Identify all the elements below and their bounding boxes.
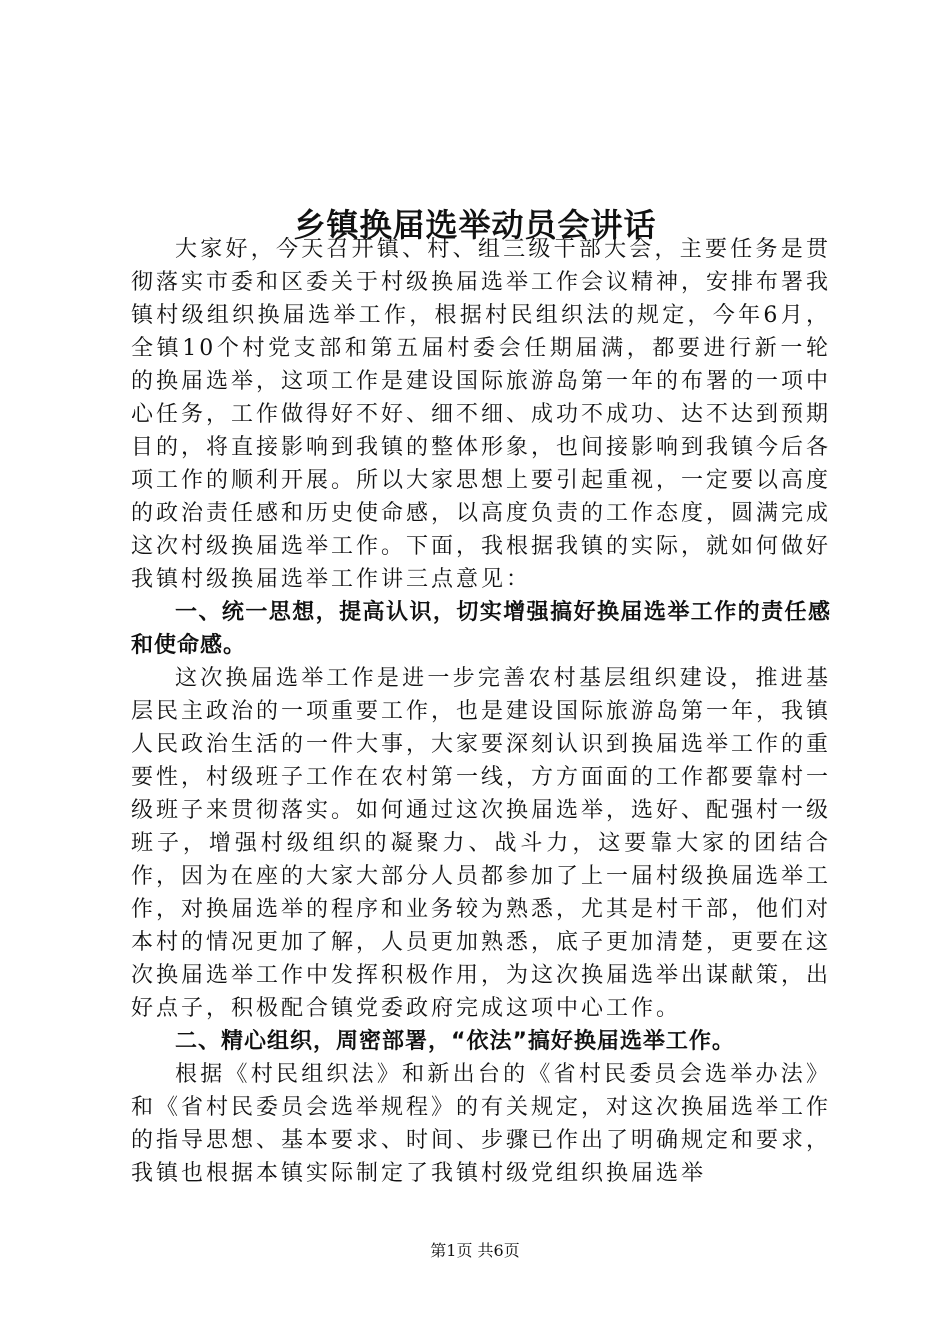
section-heading: 二、精心组织，周密部署，“依法”搞好换届选举工作。 xyxy=(175,1029,735,1054)
body-paragraph: 根据《村民组织法》和新出台的《省村民委员会选举办法》和《省村民委员会选举规程》的有关规定，对这次换届选举工作的指导思想、基本要求、时间、步骤已作出了明确规定和要求，我镇也根据本镇实际制定了我镇村级党组织换届选举 xyxy=(131,1062,832,1186)
document-body xyxy=(131,233,831,1190)
page-number: 第1页 共6页 xyxy=(430,1241,520,1260)
document-title: 乡镇换届选举动员会讲话 xyxy=(293,206,657,245)
body-paragraph: 大家好，今天召开镇、村、组三级干部大会，主要任务是贯彻落实市委和区委关于村级换届选举工作会议精神，安排布署我镇村级组织换届选举工作，根据村民组织法的规定，今年6月，全镇10个村党支部和第五届村委会任期届满，都要进行新一轮的换届选举，这项工作是建设国际旅游岛第一年的布署的一项中心任务，工作做得好不好、细不细、成功不成功、达不达到预期目的，将直接影响到我镇的整体形象，也间接影响到我镇今后各项工作的顺利开展。所以大家思想上要引起重视，一定要以高度的政治责任感和历史使命感，以高度负责的工作态度，圆满完成这次村级换届选举工作。下面，我根据我镇的实际，就如何做好我镇村级换届选举工作讲三点意见： xyxy=(131,237,832,592)
section-heading: 一、统一思想，提高认识，切实增强搞好换届选举工作的责任感和使命感。 xyxy=(131,600,831,658)
body-paragraph: 这次换届选举工作是进一步完善农村基层组织建设，推进基层民主政治的一项重要工作，也是建设国际旅游岛第一年，我镇人民政治生活的一件大事，大家要深刻认识到换届选举工作的重要性，村级班子工作在农村第一线，方方面面的工作都要靠村一级班子来贯彻落实。如何通过这次换届选举，选好、配强村一级班子，增强村级组织的凝聚力、战斗力，这要靠大家的团结合作，因为在座的大家大部分人员都参加了上一届村级换届选举工作，对换届选举的程序和业务较为熟悉，尤其是村干部，他们对本村的情况更加了解，人员更加熟悉，底子更加清楚，更要在这次换届选举工作中发挥积极作用，为这次换届选举出谋献策，出好点子，积极配合镇党委政府完成这项中心工作。 xyxy=(131,666,832,1021)
